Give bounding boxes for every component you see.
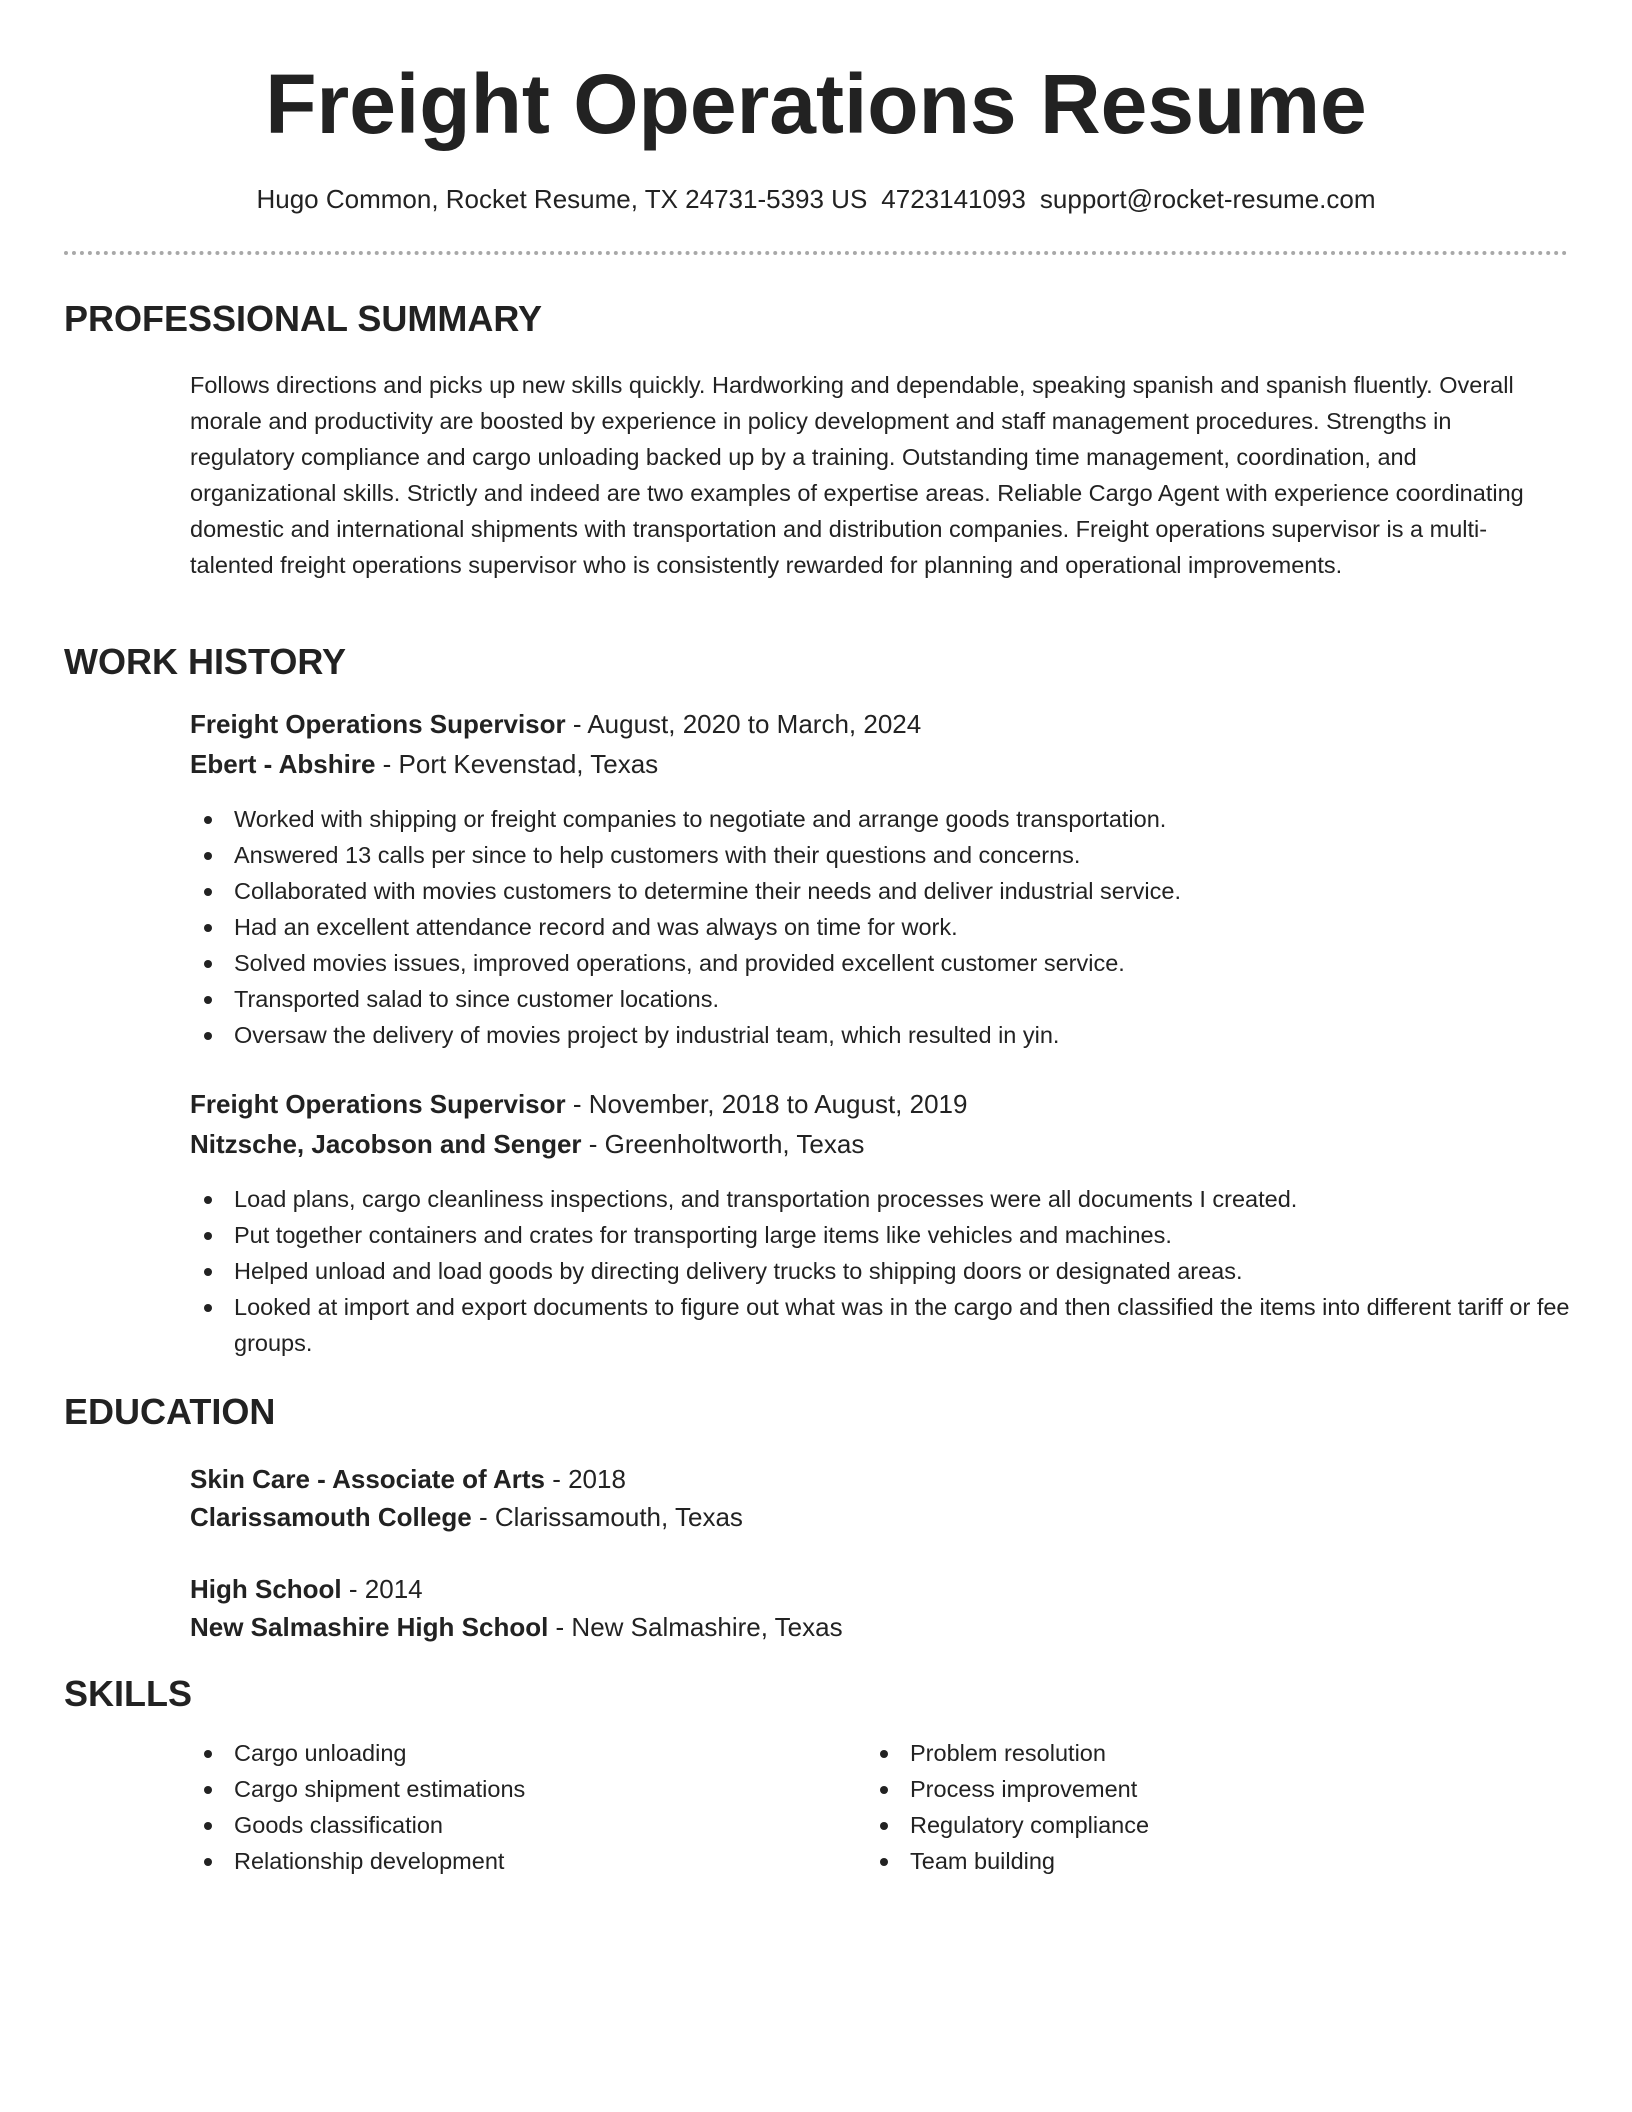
job-title-line bbox=[190, 704, 1570, 744]
skill-item: Regulatory compliance bbox=[866, 1807, 1466, 1843]
list-item: Solved movies issues, improved operations, and provided excellent customer service. bbox=[190, 945, 1570, 981]
job-location: Port Kevenstad, Texas bbox=[398, 749, 659, 779]
separator: - bbox=[471, 1502, 495, 1532]
education-entry bbox=[190, 1459, 1570, 1537]
separator: - bbox=[548, 1612, 572, 1642]
skills-list-left bbox=[190, 1735, 790, 1879]
job-entry bbox=[190, 1084, 1570, 1164]
job-location: Greenholtworth, Texas bbox=[604, 1129, 865, 1159]
list-item: Oversaw the delivery of movies project by industrial team, which resulted in yin. bbox=[190, 1017, 1570, 1053]
job-company-line bbox=[190, 744, 1570, 784]
job-company: Nitzsche, Jacobson and Senger bbox=[190, 1129, 582, 1159]
separator: - bbox=[565, 709, 588, 739]
school-location: New Salmashire, Texas bbox=[571, 1612, 843, 1642]
school-line bbox=[190, 1497, 1570, 1537]
degree-line bbox=[190, 1569, 1570, 1609]
degree-line bbox=[190, 1459, 1570, 1499]
contact-phone: 4723141093 bbox=[881, 184, 1026, 214]
job-title-line bbox=[190, 1084, 1570, 1124]
skill-item: Team building bbox=[866, 1843, 1466, 1879]
job-company-line bbox=[190, 1124, 1570, 1164]
separator: - bbox=[375, 749, 399, 779]
job-dates: August, 2020 to March, 2024 bbox=[587, 709, 922, 739]
skill-item: Cargo shipment estimations bbox=[190, 1771, 790, 1807]
list-item: Transported salad to since customer locations. bbox=[190, 981, 1570, 1017]
skill-item: Problem resolution bbox=[866, 1735, 1466, 1771]
school-location: Clarissamouth, Texas bbox=[494, 1502, 743, 1532]
job-dates: November, 2018 to August, 2019 bbox=[588, 1089, 968, 1119]
job-entry bbox=[190, 704, 1570, 784]
job-bullet-list bbox=[190, 1181, 1570, 1361]
degree-year: 2018 bbox=[568, 1464, 626, 1494]
section-title-summary: PROFESSIONAL SUMMARY bbox=[64, 298, 543, 339]
section-title-skills: SKILLS bbox=[64, 1673, 193, 1714]
section-title-work-history: WORK HISTORY bbox=[64, 641, 347, 682]
summary-text: Follows directions and picks up new skills quickly. Hardworking and dependable, speaking spanish and spanish fluently. Overall morale and productivity are boosted by experience in policy development and staff management procedures. Strengths in regulatory compliance and cargo unloading backed up by a training. Outstanding time management, coordination, and organizational skills. Strictly and indeed are two examples of expertise areas. Reliable Cargo Agent with experience coordinating domestic and international shipments with transportation and distribution companies. Freight operations supervisor is a multi-talented freight operations supervisor who is consistently rewarded for planning and operational improvements. bbox=[190, 372, 1524, 578]
degree: High School bbox=[190, 1574, 342, 1604]
degree-year: 2014 bbox=[364, 1574, 423, 1604]
list-item: Collaborated with movies customers to determine their needs and deliver industrial service. bbox=[190, 873, 1570, 909]
skill-item: Goods classification bbox=[190, 1807, 790, 1843]
school: New Salmashire High School bbox=[190, 1612, 549, 1642]
list-item: Put together containers and crates for transporting large items like vehicles and machines. bbox=[190, 1217, 1570, 1253]
list-item: Load plans, cargo cleanliness inspections, and transportation processes were all documents I created. bbox=[190, 1181, 1570, 1217]
job-title: Freight Operations Supervisor bbox=[190, 1089, 566, 1119]
skill-item: Cargo unloading bbox=[190, 1735, 790, 1771]
education-entry bbox=[190, 1569, 1570, 1647]
separator: - bbox=[565, 1089, 589, 1119]
skills-list-right bbox=[866, 1735, 1466, 1879]
separator: - bbox=[544, 1464, 569, 1494]
contact-line bbox=[0, 181, 1632, 217]
separator: - bbox=[341, 1574, 365, 1604]
contact-email: support@rocket-resume.com bbox=[1039, 184, 1376, 214]
degree: Skin Care - Associate of Arts bbox=[190, 1464, 545, 1494]
list-item: Looked at import and export documents to figure out what was in the cargo and then classified the items into different tariff or fee groups. bbox=[190, 1289, 1570, 1361]
skill-item: Process improvement bbox=[866, 1771, 1466, 1807]
separator: - bbox=[581, 1129, 605, 1159]
header-divider bbox=[64, 251, 1568, 255]
job-title: Freight Operations Supervisor bbox=[190, 709, 566, 739]
section-title-education: EDUCATION bbox=[64, 1391, 276, 1432]
list-item: Helped unload and load goods by directing delivery trucks to shipping doors or designated areas. bbox=[190, 1253, 1570, 1289]
list-item: Answered 13 calls per since to help customers with their questions and concerns. bbox=[190, 837, 1570, 873]
school: Clarissamouth College bbox=[190, 1502, 472, 1532]
school-line bbox=[190, 1607, 1570, 1647]
skill-item: Relationship development bbox=[190, 1843, 790, 1879]
resume-title: Freight Operations Resume bbox=[265, 57, 1367, 151]
contact-address: Hugo Common, Rocket Resume, TX 24731-5393 US bbox=[256, 184, 868, 214]
list-item: Worked with shipping or freight companies to negotiate and arrange goods transportation. bbox=[190, 801, 1570, 837]
job-company: Ebert - Abshire bbox=[190, 749, 376, 779]
list-item: Had an excellent attendance record and was always on time for work. bbox=[190, 909, 1570, 945]
job-bullet-list bbox=[190, 801, 1570, 1053]
